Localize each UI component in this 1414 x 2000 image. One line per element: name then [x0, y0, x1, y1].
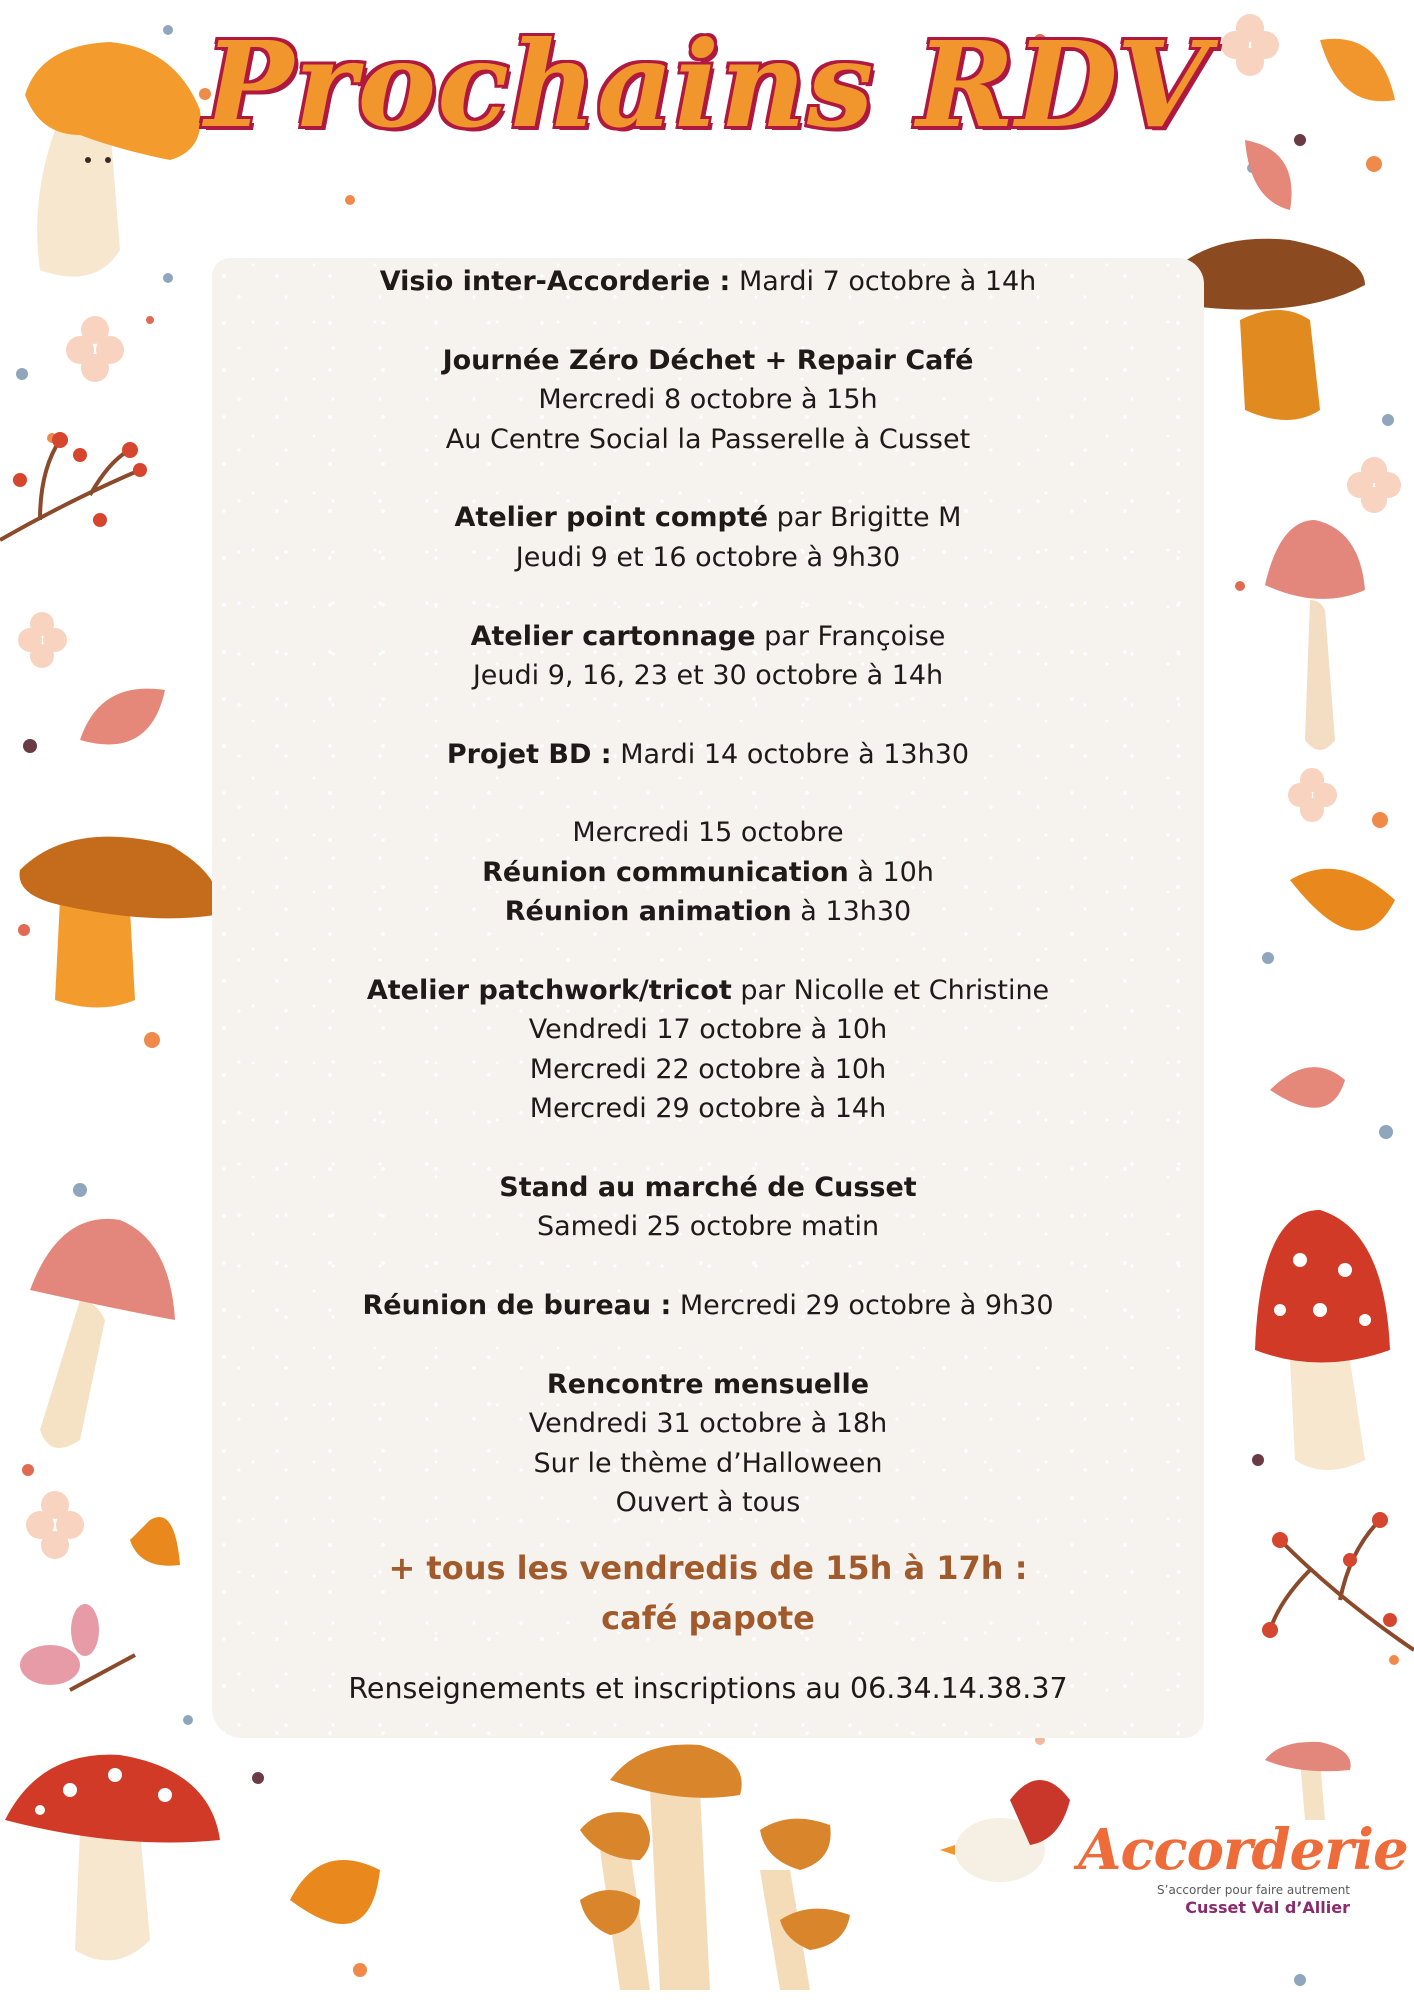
- event-zero-dechet-title: [212, 341, 1204, 380]
- berry-branch-icon: [1262, 1512, 1414, 1650]
- event-date: Jeudi 9, 16, 23 et 30 octobre à 14h: [472, 659, 944, 691]
- event-date: Mercredi 15 octobre: [572, 817, 844, 849]
- event-reunion-communication: [212, 853, 1204, 892]
- amanita-icon: [5, 1755, 220, 1961]
- title-wrap: [0, 15, 1414, 154]
- event-title: Atelier patchwork/tricot: [366, 975, 732, 1007]
- event-visio: [212, 262, 1204, 301]
- event-date: Mercredi 22 octobre à 10h: [529, 1053, 887, 1085]
- mushroom-icon: [1265, 520, 1365, 750]
- event-place: Au Centre Social la Passerelle à Cusset: [445, 423, 971, 455]
- event-date: Vendredi 31 octobre à 18h: [528, 1408, 888, 1440]
- event-title: Visio inter-Accorderie :: [379, 266, 731, 297]
- autumn-leaf-icon: [80, 689, 180, 1566]
- mushroom-icon: [30, 1219, 175, 1448]
- event-detail: Mercredi 29 octobre à 9h30: [671, 1290, 1054, 1322]
- event-title: Journée Zéro Déchet + Repair Café: [442, 344, 974, 376]
- event-time: à 13h30: [791, 896, 912, 928]
- event-date: Jeudi 9 et 16 octobre à 9h30: [515, 541, 901, 573]
- butterfly-icon: [20, 1604, 135, 1690]
- event-title: Rencontre mensuelle: [546, 1368, 870, 1400]
- mushroom-icon: [1265, 1742, 1351, 1820]
- event-date: Samedi 25 octobre matin: [536, 1211, 880, 1243]
- event-host: par Brigitte M: [768, 502, 962, 534]
- accorderie-logo: [1078, 1817, 1408, 1918]
- event-title: Réunion animation: [504, 896, 792, 928]
- event-title: Atelier cartonnage: [470, 620, 756, 652]
- logo-tagline: S’accorder pour faire autrement: [1157, 1883, 1350, 1897]
- event-open: Ouvert à tous: [615, 1487, 801, 1519]
- event-host: par Françoise: [755, 620, 946, 652]
- autumn-leaf-icon: [290, 1860, 380, 1924]
- event-title: Réunion communication: [482, 856, 849, 888]
- logo-wordmark: Accorderie: [1078, 1817, 1408, 1883]
- event-detail: Mardi 7 octobre à 14h: [730, 266, 1037, 297]
- event-detail: Mardi 14 octobre à 13h30: [611, 738, 970, 770]
- event-projet-bd: [212, 735, 1204, 774]
- mushroom-icon: [580, 1744, 850, 1990]
- event-title: Réunion de bureau :: [362, 1290, 672, 1322]
- mushroom-icon: [20, 837, 219, 1008]
- contact-info: Renseignements et inscriptions au 06.34.14.38.37: [348, 1671, 1068, 1705]
- event-title: Projet BD :: [446, 738, 612, 770]
- cafe-papote-line2: café papote: [601, 1598, 815, 1637]
- event-reunion-animation: [212, 892, 1204, 931]
- event-time: à 10h: [848, 856, 934, 888]
- event-cartonnage: [212, 617, 1204, 656]
- event-bureau: [212, 1286, 1204, 1325]
- event-host: par Nicolle et Christine: [731, 975, 1050, 1007]
- amanita-icon: [1255, 1210, 1390, 1470]
- event-mensuelle-title: [212, 1365, 1204, 1404]
- event-title: Atelier point compté: [454, 502, 769, 534]
- event-patchwork: [212, 971, 1204, 1010]
- event-title: Stand au marché de Cusset: [499, 1171, 917, 1203]
- cafe-papote-line1: + tous les vendredis de 15h à 17h :: [388, 1548, 1028, 1587]
- event-point-compte: [212, 498, 1204, 537]
- cafe-papote: [212, 1543, 1204, 1643]
- berry-branch-icon: [0, 432, 147, 540]
- logo-place: Cusset Val d’Allier: [1185, 1898, 1350, 1917]
- bird-icon: [940, 1780, 1070, 1882]
- event-date: Vendredi 17 octobre à 10h: [528, 1014, 888, 1046]
- event-date: Mercredi 8 octobre à 15h: [538, 384, 878, 416]
- page-title: Prochains RDV: [204, 15, 1210, 154]
- event-theme: Sur le thème d’Halloween: [533, 1447, 883, 1479]
- event-date: Mercredi 29 octobre à 14h: [529, 1093, 887, 1125]
- events-list: [212, 262, 1204, 1709]
- event-stand-title: [212, 1168, 1204, 1207]
